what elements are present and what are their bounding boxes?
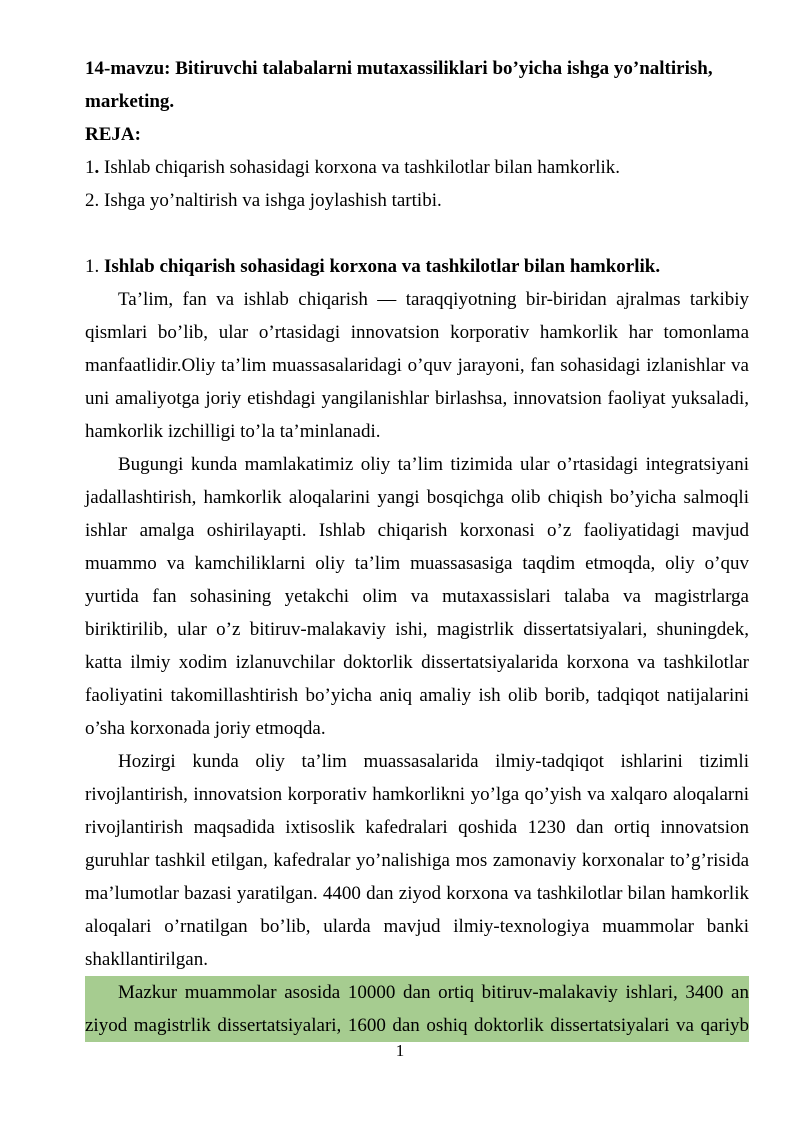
section-heading — [85, 250, 749, 283]
title-line-1: 14-mavzu: Bitiruvchi talabalarni mutaxassiliklari bo’yicha ishga yo’naltirish, — [85, 58, 713, 79]
paragraph-1: Ta’lim, fan va ishlab chiqarish — taraqqiyotning bir-biridan ajralmas tarkibiy qismlari bo’lib, ular o’rtasidagi innovatsion korporativ hamkorlik har tomonlama manfaatlidir.Oliy ta’lim muassasalaridagi o’quv jarayoni, fan sohasidagi izlanishlar va uni amaliyotga joriy etishdagi yangilanishlar birlashsa, innovatsion faoliyat yuksaladi, hamkorlik izchilligi to’la ta’minlanadi. — [85, 289, 749, 442]
plan-item-1 — [85, 151, 749, 184]
plan-item-1-label: Ishlab chiqarish sohasidagi korxona va tashkilotlar bilan hamkorlik. — [104, 157, 621, 178]
paragraph-3: Hozirgi kunda oliy ta’lim muassasalarida ilmiy-tadqiqot ishlarini tizimli rivojlantirish, innovatsion korporativ hamkorlikni yo’lga qo’yish va xalqaro aloqalarni rivojlantirish maqsadida ixtisoslik kafedralari qoshida 1230 dan ortiq innovatsion guruhlar tashkil etilgan, kafedralar yo’nalishiga mos zamonaviy korxonalar to’g’risida ma’lumotlar bazasi yaratilgan. 4400 dan ziyod korxona va tashkilotlar bilan hamkorlik aloqalari o’rnatilgan bo’lib, ularda mavjud ilmiy-texnologiya muammolar banki shakllantirilgan. — [85, 751, 749, 970]
section-number: 1. — [85, 256, 100, 277]
plan-item-2-label: Ishga yo’naltirish va ishga joylashish tartibi. — [104, 190, 442, 211]
plan-item-2-separator: . — [94, 190, 100, 211]
blank-line — [85, 217, 749, 250]
document-content — [85, 52, 749, 1042]
plan-item-2 — [85, 184, 749, 217]
highlighted-paragraph: Mazkur muammolar asosida 10000 dan ortiq bitiruv-malakaviy ishlari, 3400 an ziyod magistrlik dissertatsiyalari, 1600 dan oshiq doktorlik dissertatsiyalari va qariyb — [85, 976, 749, 1042]
plan-heading: REJA: — [85, 124, 141, 145]
paragraph-2: Bugungi kunda mamlakatimiz oliy ta’lim tizimida ular o’rtasidagi integratsiyani jadallashtirish, hamkorlik aloqalarini yangi bosqichga olib chiqish bo’yicha salmoqli ishlar amalga oshirilayapti. Ishlab chiqarish korxonasi o’z faoliyatidagi mavjud muammo va kamchiliklarni oliy ta’lim muassasasiga taqdim etmoqda, oliy o’quv yurtida fan sohasining yetakchi olim va mutaxassislari talaba va magistrlarga biriktirilib, ular o’z bitiruv-malakaviy ishi, magistrlik dissertatsiyalari, shuningdek, katta ilmiy xodim izlanuvchilar doktorlik dissertatsiyalarida korxona va tashkilotlar faoliyatini takomillashtirish bo’yicha aniq amaliy ish olib borib, tadqiqot natijalarini o’sha korxonada joriy etmoqda. — [85, 454, 749, 739]
page-number: 1 — [395, 1041, 405, 1060]
plan-item-1-number: 1 — [85, 157, 95, 178]
document-title — [85, 52, 749, 118]
plan-item-2-number: 2 — [85, 190, 95, 211]
plan-item-1-separator: . — [94, 157, 100, 178]
section-title: Ishlab chiqarish sohasidagi korxona va tashkilotlar bilan hamkorlik. — [104, 256, 661, 277]
title-line-2: marketing. — [85, 91, 175, 112]
